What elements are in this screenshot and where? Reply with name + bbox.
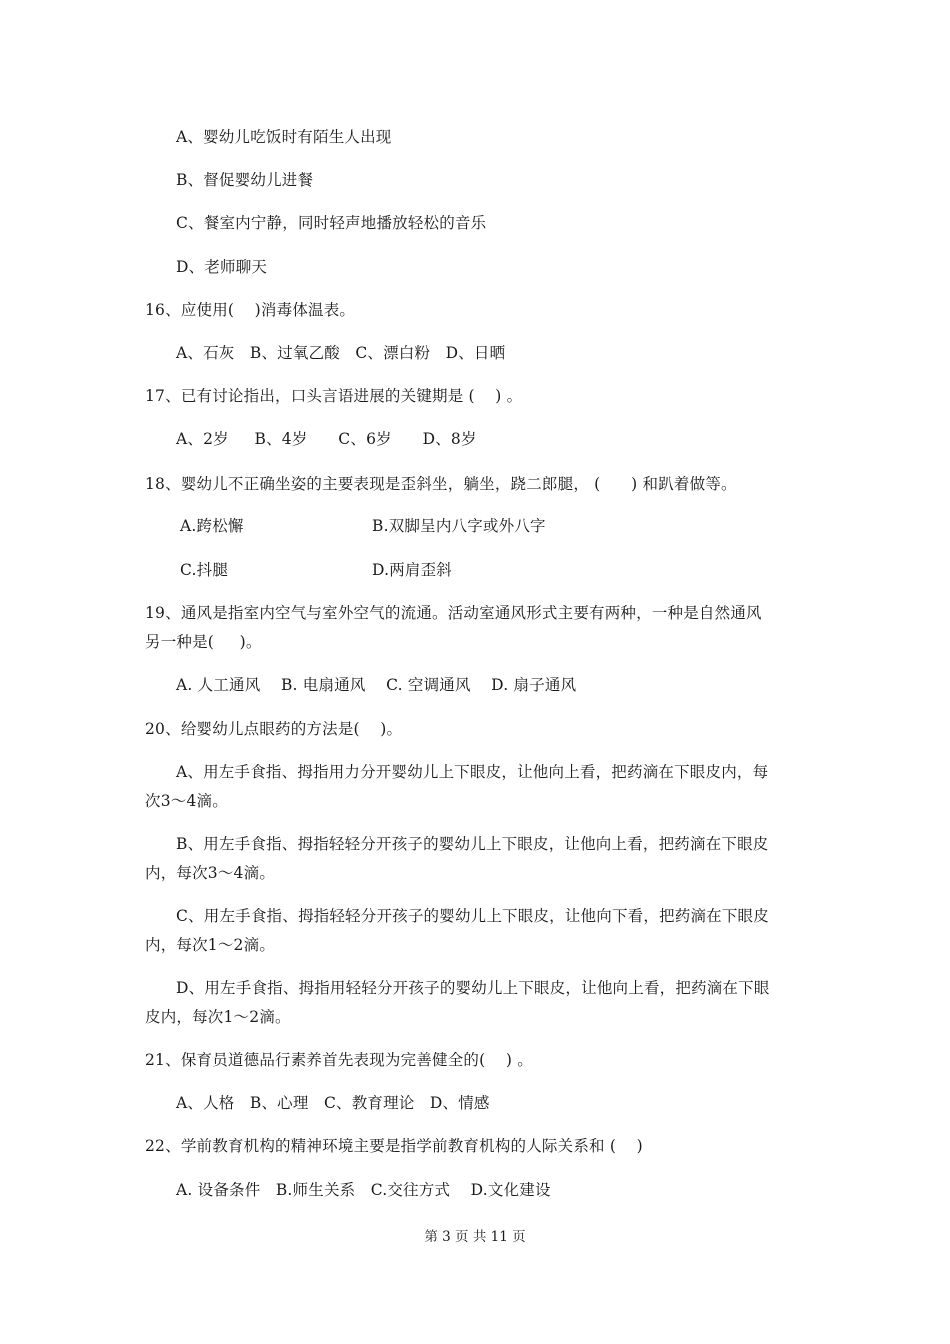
option-d-q20-line-2: 皮内，每次1～2滴。: [145, 1008, 291, 1026]
options-q21: A、人格 B、心理 C、教育理论 D、情感: [176, 1094, 490, 1112]
question-20: 20、给婴幼儿点眼药的方法是( )。: [145, 720, 403, 738]
option-d-q18: D.两肩歪斜: [372, 561, 453, 579]
option-c-q20-line-1: C、用左手食指、拇指轻轻分开孩子的婴幼儿上下眼皮，让他向下看，把药滴在下眼皮: [176, 907, 769, 925]
question-19-line-1: 19、通风是指室内空气与室外空气的流通。活动室通风形式主要有两种，一种是自然通风: [145, 604, 762, 622]
options-q19: A. 人工通风 B. 电扇通风 C. 空调通风 D. 扇子通风: [176, 676, 577, 694]
question-17: 17、已有讨论指出，口头言语进展的关键期是 ( ) 。: [145, 387, 523, 405]
question-19-line-2: 另一种是( )。: [145, 633, 262, 651]
option-c-q18: C.抖腿: [180, 561, 229, 579]
option-b-q20-line-2: 内，每次3～4滴。: [145, 864, 276, 882]
options-q16: A、石灰 B、过氧乙酸 C、漂白粉 D、日晒: [176, 344, 506, 362]
option-c-q15: C、餐室内宁静，同时轻声地播放轻松的音乐: [176, 214, 487, 232]
question-16: 16、应使用( )消毒体温表。: [145, 301, 356, 319]
option-c-q20-line-2: 内，每次1～2滴。: [145, 936, 276, 954]
option-a-q20-line-2: 次3～4滴。: [145, 792, 228, 810]
option-a-q18: A.跨松懈: [180, 517, 244, 535]
option-b-q15: B、督促婴幼儿进餐: [176, 171, 314, 189]
option-d-q20-line-1: D、用左手食指、拇指用轻轻分开孩子的婴幼儿上下眼皮，让他向上看，把药滴在下眼: [176, 979, 770, 997]
question-21: 21、保育员道德品行素养首先表现为完善健全的( ) 。: [145, 1051, 533, 1069]
question-18: 18、婴幼儿不正确坐姿的主要表现是歪斜坐，躺坐，跷二郎腿， ( ) 和趴着做等。: [145, 475, 737, 493]
option-b-q20-line-1: B、用左手食指、拇指轻轻分开孩子的婴幼儿上下眼皮，让他向上看，把药滴在下眼皮: [176, 835, 769, 853]
option-a-q20-line-1: A、用左手食指、拇指用力分开婴幼儿上下眼皮，让他向上看，把药滴在下眼皮内，每: [176, 763, 769, 781]
option-a-q15: A、婴幼儿吃饭时有陌生人出现: [176, 128, 392, 146]
option-b-q18: B.双脚呈内八字或外八字: [372, 517, 546, 535]
options-q22: A. 设备条件 B.师生关系 C.交往方式 D.文化建设: [176, 1181, 551, 1199]
option-d-q15: D、老师聊天: [176, 258, 268, 276]
question-22: 22、学前教育机构的精神环境主要是指学前教育机构的人际关系和 ( ): [145, 1137, 643, 1155]
options-q17: A、2岁 B、4岁 C、6岁 D、8岁: [176, 430, 477, 448]
page-footer: 第 3 页 共 11 页: [424, 1229, 526, 1245]
